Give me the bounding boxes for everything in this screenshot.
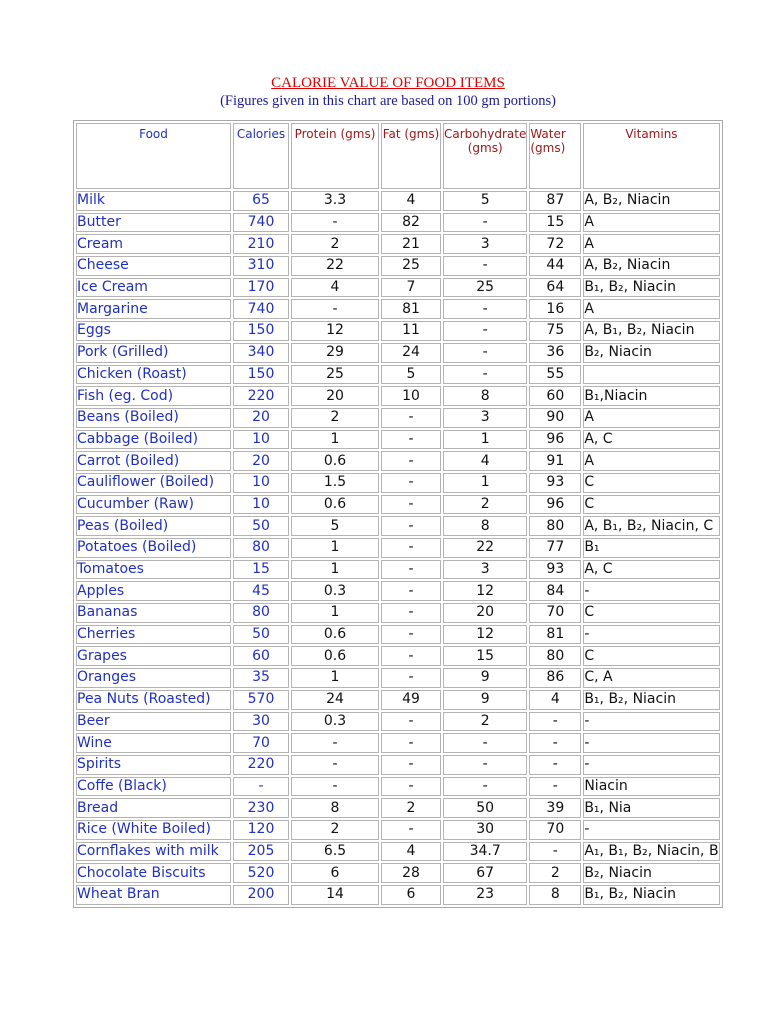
- fat-cell: 81: [381, 299, 441, 319]
- carbohydrate-cell: 20: [443, 603, 527, 623]
- protein-cell: 2: [291, 234, 379, 254]
- carbohydrate-cell: 23: [443, 885, 527, 905]
- column-header-water: Water (gms): [529, 123, 581, 189]
- carbohydrate-cell: 34.7: [443, 842, 527, 862]
- water-cell: 77: [529, 538, 581, 558]
- vitamins-cell: A, B₂, Niacin: [583, 256, 719, 276]
- fat-cell: -: [381, 581, 441, 601]
- table-row: [76, 646, 720, 666]
- carbohydrate-cell: 2: [443, 712, 527, 732]
- calories-cell: 120: [233, 820, 289, 840]
- calories-cell: 10: [233, 495, 289, 515]
- water-cell: 64: [529, 278, 581, 298]
- table-body: [76, 191, 720, 905]
- water-cell: 96: [529, 430, 581, 450]
- water-cell: 80: [529, 516, 581, 536]
- fat-cell: -: [381, 712, 441, 732]
- fat-cell: 82: [381, 213, 441, 233]
- table-row: [76, 885, 720, 905]
- food-name-cell: Peas (Boiled): [76, 516, 231, 536]
- page-title: CALORIE VALUE OF FOOD ITEMS: [271, 75, 505, 91]
- table-row: [76, 256, 720, 276]
- carbohydrate-cell: 8: [443, 386, 527, 406]
- carbohydrate-cell: 67: [443, 863, 527, 883]
- table-row: [76, 820, 720, 840]
- fat-cell: 7: [381, 278, 441, 298]
- calories-cell: 520: [233, 863, 289, 883]
- calories-cell: 80: [233, 603, 289, 623]
- carbohydrate-cell: 1: [443, 473, 527, 493]
- water-cell: 91: [529, 451, 581, 471]
- fat-cell: -: [381, 755, 441, 775]
- food-name-cell: Bread: [76, 798, 231, 818]
- fat-cell: -: [381, 668, 441, 688]
- calories-cell: 150: [233, 365, 289, 385]
- vitamins-cell: C: [583, 473, 719, 493]
- protein-cell: 4: [291, 278, 379, 298]
- water-cell: 70: [529, 820, 581, 840]
- carbohydrate-cell: -: [443, 321, 527, 341]
- carbohydrate-cell: 22: [443, 538, 527, 558]
- water-cell: 93: [529, 560, 581, 580]
- calories-cell: -: [233, 777, 289, 797]
- calories-cell: 310: [233, 256, 289, 276]
- protein-cell: 1: [291, 560, 379, 580]
- vitamins-cell: B₂, Niacin: [583, 863, 719, 883]
- fat-cell: 6: [381, 885, 441, 905]
- vitamins-cell: -: [583, 625, 719, 645]
- carbohydrate-cell: -: [443, 256, 527, 276]
- vitamins-cell: A, C: [583, 560, 719, 580]
- protein-cell: 6.5: [291, 842, 379, 862]
- fat-cell: 25: [381, 256, 441, 276]
- food-name-cell: Beans (Boiled): [76, 408, 231, 428]
- calorie-table: [73, 120, 723, 908]
- table-header-row: [76, 123, 720, 189]
- calories-cell: 45: [233, 581, 289, 601]
- protein-cell: -: [291, 213, 379, 233]
- food-name-cell: Cream: [76, 234, 231, 254]
- calories-cell: 205: [233, 842, 289, 862]
- water-cell: 39: [529, 798, 581, 818]
- vitamins-cell: A: [583, 234, 719, 254]
- table-row: [76, 343, 720, 363]
- protein-cell: 3.3: [291, 191, 379, 211]
- fat-cell: -: [381, 820, 441, 840]
- carbohydrate-cell: 9: [443, 668, 527, 688]
- food-name-cell: Wine: [76, 733, 231, 753]
- carbohydrate-cell: 30: [443, 820, 527, 840]
- food-name-cell: Pork (Grilled): [76, 343, 231, 363]
- calories-cell: 150: [233, 321, 289, 341]
- carbohydrate-cell: 50: [443, 798, 527, 818]
- food-name-cell: Grapes: [76, 646, 231, 666]
- calories-cell: 80: [233, 538, 289, 558]
- vitamins-cell: C, A: [583, 668, 719, 688]
- water-cell: -: [529, 712, 581, 732]
- carbohydrate-cell: 3: [443, 408, 527, 428]
- carbohydrate-cell: 3: [443, 234, 527, 254]
- calories-cell: 20: [233, 408, 289, 428]
- table-row: [76, 408, 720, 428]
- fat-cell: -: [381, 538, 441, 558]
- table-row: [76, 365, 720, 385]
- water-cell: 87: [529, 191, 581, 211]
- table-row: [76, 668, 720, 688]
- carbohydrate-cell: 5: [443, 191, 527, 211]
- food-name-cell: Coffe (Black): [76, 777, 231, 797]
- food-name-cell: Bananas: [76, 603, 231, 623]
- vitamins-cell: C: [583, 603, 719, 623]
- column-header-protein: Protein (gms): [291, 123, 379, 189]
- water-cell: 2: [529, 863, 581, 883]
- vitamins-cell: B₁: [583, 538, 719, 558]
- water-cell: 15: [529, 213, 581, 233]
- table-row: [76, 516, 720, 536]
- vitamins-cell: B₁, B₂, Niacin: [583, 690, 719, 710]
- calories-cell: 10: [233, 430, 289, 450]
- protein-cell: 0.6: [291, 646, 379, 666]
- fat-cell: -: [381, 430, 441, 450]
- water-cell: 70: [529, 603, 581, 623]
- vitamins-cell: B₁, Nia: [583, 798, 719, 818]
- carbohydrate-cell: 4: [443, 451, 527, 471]
- table-row: [76, 213, 720, 233]
- vitamins-cell: -: [583, 581, 719, 601]
- fat-cell: -: [381, 451, 441, 471]
- calories-cell: 60: [233, 646, 289, 666]
- food-name-cell: Margarine: [76, 299, 231, 319]
- vitamins-cell: A₁, B₁, B₂, Niacin, B: [583, 842, 719, 862]
- water-cell: -: [529, 842, 581, 862]
- protein-cell: 8: [291, 798, 379, 818]
- calories-cell: 50: [233, 625, 289, 645]
- carbohydrate-cell: 25: [443, 278, 527, 298]
- protein-cell: 25: [291, 365, 379, 385]
- water-cell: 55: [529, 365, 581, 385]
- carbohydrate-cell: -: [443, 343, 527, 363]
- fat-cell: -: [381, 408, 441, 428]
- protein-cell: -: [291, 755, 379, 775]
- protein-cell: 0.6: [291, 625, 379, 645]
- food-name-cell: Oranges: [76, 668, 231, 688]
- vitamins-cell: A: [583, 451, 719, 471]
- protein-cell: 2: [291, 820, 379, 840]
- water-cell: 72: [529, 234, 581, 254]
- table-row: [76, 451, 720, 471]
- calories-cell: 10: [233, 473, 289, 493]
- vitamins-cell: -: [583, 712, 719, 732]
- protein-cell: 0.3: [291, 712, 379, 732]
- fat-cell: -: [381, 560, 441, 580]
- table-row: [76, 625, 720, 645]
- column-header-food: Food: [76, 123, 231, 189]
- protein-cell: 5: [291, 516, 379, 536]
- calories-cell: 200: [233, 885, 289, 905]
- water-cell: -: [529, 777, 581, 797]
- table-row: [76, 712, 720, 732]
- protein-cell: 29: [291, 343, 379, 363]
- fat-cell: -: [381, 646, 441, 666]
- table-row: [76, 538, 720, 558]
- table-row: [76, 690, 720, 710]
- vitamins-cell: -: [583, 820, 719, 840]
- food-name-cell: Cauliflower (Boiled): [76, 473, 231, 493]
- carbohydrate-cell: -: [443, 213, 527, 233]
- calories-cell: 170: [233, 278, 289, 298]
- food-name-cell: Chicken (Roast): [76, 365, 231, 385]
- protein-cell: 1: [291, 603, 379, 623]
- table-row: [76, 473, 720, 493]
- protein-cell: 2: [291, 408, 379, 428]
- food-name-cell: Butter: [76, 213, 231, 233]
- protein-cell: 1: [291, 538, 379, 558]
- vitamins-cell: B₂, Niacin: [583, 343, 719, 363]
- vitamins-cell: A: [583, 408, 719, 428]
- calories-cell: 740: [233, 213, 289, 233]
- carbohydrate-cell: -: [443, 755, 527, 775]
- calories-cell: 20: [233, 451, 289, 471]
- vitamins-cell: C: [583, 495, 719, 515]
- table-row: [76, 863, 720, 883]
- carbohydrate-cell: 1: [443, 430, 527, 450]
- water-cell: 90: [529, 408, 581, 428]
- fat-cell: 4: [381, 191, 441, 211]
- protein-cell: 6: [291, 863, 379, 883]
- calories-cell: 570: [233, 690, 289, 710]
- fat-cell: 5: [381, 365, 441, 385]
- table-row: [76, 581, 720, 601]
- carbohydrate-cell: -: [443, 365, 527, 385]
- carbohydrate-cell: 8: [443, 516, 527, 536]
- fat-cell: 10: [381, 386, 441, 406]
- table-row: [76, 299, 720, 319]
- food-name-cell: Beer: [76, 712, 231, 732]
- food-name-cell: Carrot (Boiled): [76, 451, 231, 471]
- food-name-cell: Cornflakes with milk: [76, 842, 231, 862]
- food-name-cell: Spirits: [76, 755, 231, 775]
- vitamins-cell: -: [583, 755, 719, 775]
- food-name-cell: Apples: [76, 581, 231, 601]
- food-name-cell: Pea Nuts (Roasted): [76, 690, 231, 710]
- water-cell: 60: [529, 386, 581, 406]
- water-cell: 86: [529, 668, 581, 688]
- water-cell: 36: [529, 343, 581, 363]
- fat-cell: -: [381, 777, 441, 797]
- protein-cell: 24: [291, 690, 379, 710]
- carbohydrate-cell: 15: [443, 646, 527, 666]
- protein-cell: -: [291, 777, 379, 797]
- vitamins-cell: B₁,Niacin: [583, 386, 719, 406]
- food-name-cell: Milk: [76, 191, 231, 211]
- food-name-cell: Cheese: [76, 256, 231, 276]
- protein-cell: 0.6: [291, 495, 379, 515]
- protein-cell: 1: [291, 430, 379, 450]
- water-cell: 8: [529, 885, 581, 905]
- fat-cell: 11: [381, 321, 441, 341]
- calories-cell: 30: [233, 712, 289, 732]
- fat-cell: -: [381, 625, 441, 645]
- vitamins-cell: -: [583, 733, 719, 753]
- protein-cell: 12: [291, 321, 379, 341]
- water-cell: 96: [529, 495, 581, 515]
- column-header-fat: Fat (gms): [381, 123, 441, 189]
- column-header-carbohydrate: Carbohydrate (gms): [443, 123, 527, 189]
- table-row: [76, 755, 720, 775]
- vitamins-cell: B₁, B₂, Niacin: [583, 278, 719, 298]
- protein-cell: 20: [291, 386, 379, 406]
- fat-cell: -: [381, 733, 441, 753]
- carbohydrate-cell: -: [443, 777, 527, 797]
- water-cell: 75: [529, 321, 581, 341]
- calories-cell: 70: [233, 733, 289, 753]
- carbohydrate-cell: 9: [443, 690, 527, 710]
- vitamins-cell: [583, 365, 719, 385]
- fat-cell: 24: [381, 343, 441, 363]
- vitamins-cell: Niacin: [583, 777, 719, 797]
- vitamins-cell: B₁, B₂, Niacin: [583, 885, 719, 905]
- table-row: [76, 495, 720, 515]
- protein-cell: 1: [291, 668, 379, 688]
- column-header-calories: Calories: [233, 123, 289, 189]
- carbohydrate-cell: 12: [443, 625, 527, 645]
- fat-cell: -: [381, 473, 441, 493]
- food-name-cell: Tomatoes: [76, 560, 231, 580]
- water-cell: 93: [529, 473, 581, 493]
- protein-cell: 22: [291, 256, 379, 276]
- food-name-cell: Eggs: [76, 321, 231, 341]
- fat-cell: 21: [381, 234, 441, 254]
- fat-cell: 2: [381, 798, 441, 818]
- food-name-cell: Fish (eg. Cod): [76, 386, 231, 406]
- table-row: [76, 191, 720, 211]
- protein-cell: 0.3: [291, 581, 379, 601]
- protein-cell: 1.5: [291, 473, 379, 493]
- food-name-cell: Chocolate Biscuits: [76, 863, 231, 883]
- calories-cell: 230: [233, 798, 289, 818]
- column-header-vitamins: Vitamins: [583, 123, 719, 189]
- carbohydrate-cell: 3: [443, 560, 527, 580]
- calories-cell: 340: [233, 343, 289, 363]
- water-cell: -: [529, 733, 581, 753]
- vitamins-cell: A, B₁, B₂, Niacin: [583, 321, 719, 341]
- fat-cell: 28: [381, 863, 441, 883]
- food-name-cell: Ice Cream: [76, 278, 231, 298]
- calories-cell: 220: [233, 386, 289, 406]
- water-cell: 81: [529, 625, 581, 645]
- protein-cell: -: [291, 733, 379, 753]
- table-row: [76, 278, 720, 298]
- food-name-cell: Wheat Bran: [76, 885, 231, 905]
- water-cell: 4: [529, 690, 581, 710]
- water-cell: 16: [529, 299, 581, 319]
- water-cell: 44: [529, 256, 581, 276]
- vitamins-cell: A, B₂, Niacin: [583, 191, 719, 211]
- table-row: [76, 321, 720, 341]
- table-row: [76, 798, 720, 818]
- fat-cell: -: [381, 516, 441, 536]
- table-row: [76, 234, 720, 254]
- table-row: [76, 733, 720, 753]
- food-name-cell: Potatoes (Boiled): [76, 538, 231, 558]
- vitamins-cell: C: [583, 646, 719, 666]
- calories-cell: 35: [233, 668, 289, 688]
- carbohydrate-cell: 12: [443, 581, 527, 601]
- calories-cell: 210: [233, 234, 289, 254]
- fat-cell: 49: [381, 690, 441, 710]
- protein-cell: 14: [291, 885, 379, 905]
- carbohydrate-cell: -: [443, 733, 527, 753]
- water-cell: 84: [529, 581, 581, 601]
- calories-cell: 15: [233, 560, 289, 580]
- table-row: [76, 777, 720, 797]
- page-subtitle: (Figures given in this chart are based on 100 gm portions): [220, 93, 556, 109]
- calories-cell: 50: [233, 516, 289, 536]
- food-name-cell: Cucumber (Raw): [76, 495, 231, 515]
- vitamins-cell: A, B₁, B₂, Niacin, C: [583, 516, 719, 536]
- vitamins-cell: A: [583, 299, 719, 319]
- calories-cell: 220: [233, 755, 289, 775]
- table-row: [76, 560, 720, 580]
- food-name-cell: Cabbage (Boiled): [76, 430, 231, 450]
- fat-cell: 4: [381, 842, 441, 862]
- table-row: [76, 430, 720, 450]
- calories-cell: 740: [233, 299, 289, 319]
- calories-cell: 65: [233, 191, 289, 211]
- carbohydrate-cell: 2: [443, 495, 527, 515]
- table-row: [76, 842, 720, 862]
- protein-cell: 0.6: [291, 451, 379, 471]
- water-cell: 80: [529, 646, 581, 666]
- fat-cell: -: [381, 603, 441, 623]
- carbohydrate-cell: -: [443, 299, 527, 319]
- vitamins-cell: A, C: [583, 430, 719, 450]
- food-name-cell: Rice (White Boiled): [76, 820, 231, 840]
- fat-cell: -: [381, 495, 441, 515]
- vitamins-cell: A: [583, 213, 719, 233]
- food-name-cell: Cherries: [76, 625, 231, 645]
- water-cell: -: [529, 755, 581, 775]
- table-row: [76, 603, 720, 623]
- table-row: [76, 386, 720, 406]
- protein-cell: -: [291, 299, 379, 319]
